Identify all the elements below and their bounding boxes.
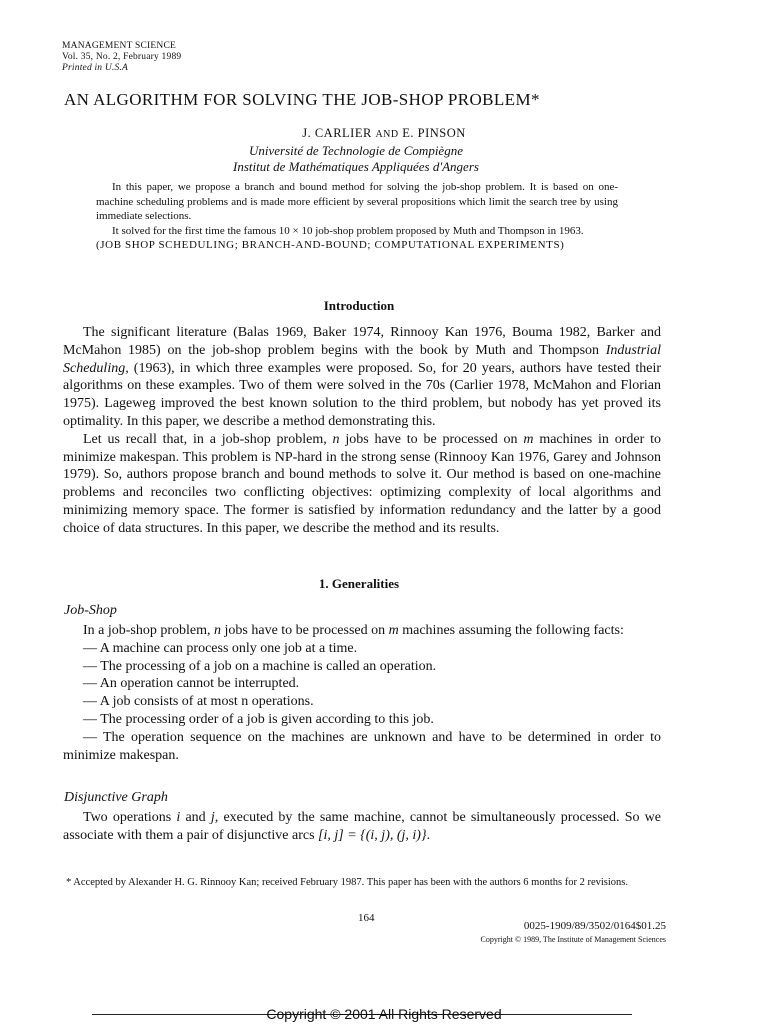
list-item: — An operation cannot be interrupted. xyxy=(83,676,300,692)
journal-name: MANAGEMENT SCIENCE xyxy=(62,41,176,51)
abstract-keywords: (JOB SHOP SCHEDULING; BRANCH-AND-BOUND; COMPUTATIONAL EXPERIMENTS) xyxy=(96,239,565,252)
list-item: — The processing order of a job is given according to this job. xyxy=(83,711,434,727)
subheading-disjunctive-graph: Disjunctive Graph xyxy=(64,790,168,805)
footnote: * Accepted by Alexander H. G. Rinnooy Kan; received February 1987. This paper has been with the authors 6 months for 2 revisions. xyxy=(66,877,629,888)
journal-printed: Printed in U.S.A xyxy=(62,63,128,73)
subheading-job-shop: Job-Shop xyxy=(64,603,117,618)
introduction-body xyxy=(63,324,661,538)
paper-title: AN ALGORITHM FOR SOLVING THE JOB-SHOP PROBLEM* xyxy=(64,90,540,109)
list-item: — A machine can process only one job at a time. xyxy=(83,640,358,656)
page-number: 164 xyxy=(358,912,375,924)
disjunctive-formula: [i, j] = {(i, j), (j, i)} xyxy=(318,827,427,843)
affiliation-1: Université de Technologie de Compiègne xyxy=(249,143,463,158)
facts-list xyxy=(63,640,661,765)
affiliation-2: Institut de Mathématiques Appliquées d'Angers xyxy=(233,159,479,174)
abstract xyxy=(96,180,618,253)
author-and: AND xyxy=(375,129,399,140)
journal-header xyxy=(62,41,181,74)
heading-introduction: Introduction xyxy=(323,298,395,313)
intro-paragraph-1: The significant literature (Balas 1969, Baker 1974, Rinnooy Kan 1976, Bouma 1982, Barker and McMahon 1985) on the job-shop problem begins with the book by Muth and Thompson Industrial Scheduling, (1963), in which three examples were proposed. So, for 20 years, authors have tested their algorithms on these examples. Two of them were solved in the 70s (Carlier 1978, McMahon and Florian 1975). Lageweg improved the best known solution to the third problem, but nobody has yet proved its optimality. In this paper, we describe a method demonstrating this. xyxy=(63,325,661,429)
heading-generalities: 1. Generalities xyxy=(318,576,400,591)
disjunctive-graph-body xyxy=(63,809,661,845)
list-item: — The processing of a job on a machine is called an operation. xyxy=(83,658,437,674)
bottom-copyright: Copyright © 2001 All Rights Reserved xyxy=(266,1006,502,1022)
journal-copyright: Copyright © 1989, The Institute of Management Sciences xyxy=(480,935,666,944)
abstract-p1: In this paper, we propose a branch and bound method for solving the job-shop problem. It is based on one-machine scheduling problems and is made more efficient by several propositions which limit the search tree by using immediate selections. xyxy=(96,181,618,223)
list-item: — The operation sequence on the machines are unknown and have to be determined in order to minimize makespan. xyxy=(63,729,661,763)
job-shop-paragraph: In a job-shop problem, n jobs have to be processed on m machines assuming the following facts: xyxy=(83,623,624,638)
disjunctive-paragraph: Two operations i and j, executed by the same machine, cannot be simultaneously processed. So we associate with them a pair of disjunctive arcs [i, j] = {(i, j), (j, i)}. xyxy=(63,810,661,843)
intro-paragraph-2: Let us recall that, in a job-shop problem, n jobs have to be processed on m machines in order to minimize makespan. This problem is NP-hard in the strong sense (Rinnooy Kan 1976, Garey and Johnson 1979). So, authors propose branch and bound methods to solve it. Our method is based on one-machine problems and reconciles two conflicting objectives: optimizing complexity of local algorithms and minimizing memory space. The former is satisfied by information redundancy and the latter by a good choice of data structures. In this paper, we describe the method and its results. xyxy=(63,431,661,536)
abstract-p2: It solved for the first time the famous 10 × 10 job-shop problem proposed by Muth and Thompson in 1963. xyxy=(112,224,584,237)
journal-volume: Vol. 35, No. 2, February 1989 xyxy=(62,52,182,62)
author-1: J. CARLIER xyxy=(302,126,372,140)
authors xyxy=(0,126,768,141)
list-item: — A job consists of at most n operations. xyxy=(83,694,314,710)
job-shop-body xyxy=(63,622,661,764)
article-code: 0025-1909/89/3502/0164$01.25 xyxy=(523,920,666,932)
author-2: E. PINSON xyxy=(402,126,466,140)
